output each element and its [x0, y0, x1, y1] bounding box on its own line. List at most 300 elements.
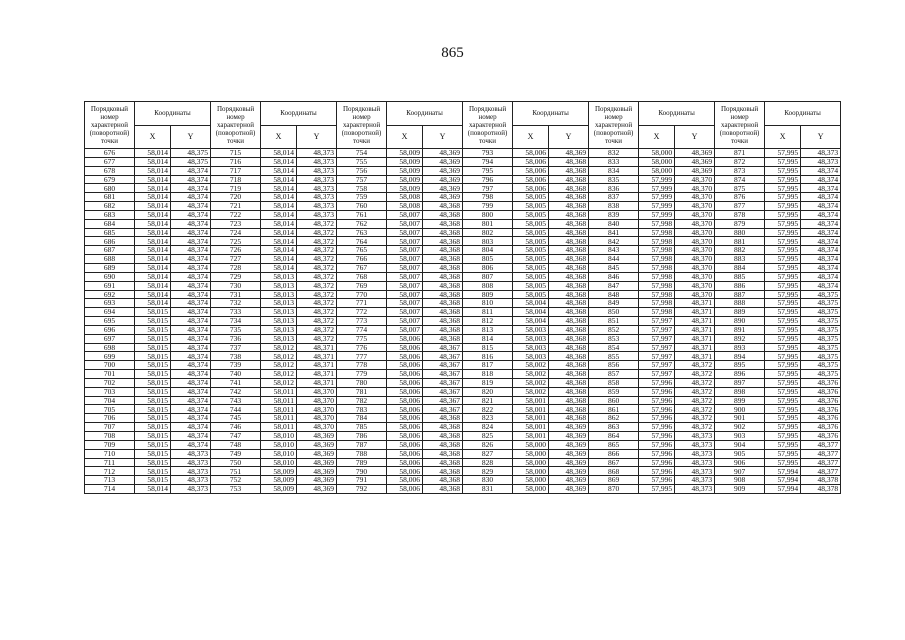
- x-coordinate-cell: 58,015: [135, 352, 171, 361]
- point-number-cell: 746: [211, 423, 261, 432]
- point-number-cell: 878: [715, 210, 765, 219]
- point-number-header: Порядковый номер характерной (поворотной) точки: [589, 102, 639, 149]
- x-axis-header: X: [639, 125, 675, 149]
- point-number-cell: 901: [715, 414, 765, 423]
- y-coordinate-cell: 48,371: [297, 352, 337, 361]
- y-coordinate-cell: 48,369: [549, 485, 589, 494]
- y-coordinate-cell: 48,375: [801, 325, 841, 334]
- x-coordinate-cell: 57,996: [639, 449, 675, 458]
- point-number-cell: 737: [211, 343, 261, 352]
- x-coordinate-cell: 58,006: [387, 370, 423, 379]
- point-number-cell: 688: [85, 255, 135, 264]
- point-number-cell: 692: [85, 290, 135, 299]
- point-number-cell: 840: [589, 219, 639, 228]
- table-row: [85, 352, 841, 361]
- y-coordinate-cell: 48,368: [423, 308, 463, 317]
- x-coordinate-cell: 57,997: [639, 334, 675, 343]
- coordinates-table: [84, 101, 841, 494]
- point-number-cell: 812: [463, 317, 513, 326]
- y-coordinate-cell: 48,369: [423, 175, 463, 184]
- point-number-cell: 792: [337, 485, 387, 494]
- table-row: [85, 308, 841, 317]
- table-row: [85, 210, 841, 219]
- y-coordinate-cell: 48,372: [297, 263, 337, 272]
- x-coordinate-cell: 58,007: [387, 299, 423, 308]
- point-number-cell: 888: [715, 299, 765, 308]
- point-number-cell: 714: [85, 485, 135, 494]
- point-number-cell: 882: [715, 246, 765, 255]
- x-coordinate-cell: 58,015: [135, 414, 171, 423]
- x-coordinate-cell: 58,014: [261, 255, 297, 264]
- point-number-cell: 820: [463, 387, 513, 396]
- y-coordinate-cell: 48,371: [675, 334, 715, 343]
- x-coordinate-cell: 57,995: [765, 290, 801, 299]
- point-number-cell: 731: [211, 290, 261, 299]
- x-coordinate-cell: 58,007: [387, 317, 423, 326]
- y-coordinate-cell: 48,376: [801, 414, 841, 423]
- y-coordinate-cell: 48,370: [675, 237, 715, 246]
- y-coordinate-cell: 48,368: [549, 193, 589, 202]
- point-number-cell: 869: [589, 476, 639, 485]
- x-coordinate-cell: 58,012: [261, 378, 297, 387]
- x-coordinate-cell: 58,001: [513, 423, 549, 432]
- x-coordinate-cell: 58,014: [135, 175, 171, 184]
- x-coordinate-cell: 58,014: [135, 290, 171, 299]
- x-axis-header: X: [765, 125, 801, 149]
- point-number-cell: 853: [589, 334, 639, 343]
- point-number-cell: 863: [589, 423, 639, 432]
- point-number-cell: 906: [715, 458, 765, 467]
- point-number-cell: 810: [463, 299, 513, 308]
- point-number-cell: 822: [463, 405, 513, 414]
- y-coordinate-cell: 48,373: [675, 432, 715, 441]
- y-coordinate-cell: 48,372: [297, 228, 337, 237]
- y-coordinate-cell: 48,368: [549, 396, 589, 405]
- x-coordinate-cell: 58,014: [135, 485, 171, 494]
- y-coordinate-cell: 48,369: [675, 149, 715, 158]
- table-row: [85, 263, 841, 272]
- x-coordinate-cell: 58,014: [261, 228, 297, 237]
- y-coordinate-cell: 48,372: [297, 299, 337, 308]
- x-coordinate-cell: 58,013: [261, 308, 297, 317]
- x-coordinate-cell: 58,000: [513, 458, 549, 467]
- x-coordinate-cell: 58,014: [135, 246, 171, 255]
- point-number-cell: 889: [715, 308, 765, 317]
- y-coordinate-cell: 48,368: [423, 246, 463, 255]
- x-coordinate-cell: 57,998: [639, 308, 675, 317]
- y-coordinate-cell: 48,370: [297, 423, 337, 432]
- y-coordinate-cell: 48,368: [549, 352, 589, 361]
- y-coordinate-cell: 48,368: [423, 210, 463, 219]
- x-coordinate-cell: 58,009: [387, 157, 423, 166]
- point-number-cell: 743: [211, 396, 261, 405]
- point-number-cell: 735: [211, 325, 261, 334]
- y-coordinate-cell: 48,374: [171, 166, 211, 175]
- x-coordinate-cell: 58,007: [387, 246, 423, 255]
- point-number-cell: 809: [463, 290, 513, 299]
- x-coordinate-cell: 57,996: [639, 405, 675, 414]
- x-coordinate-cell: 58,001: [513, 432, 549, 441]
- y-coordinate-cell: 48,374: [171, 210, 211, 219]
- y-coordinate-cell: 48,368: [549, 343, 589, 352]
- point-number-cell: 686: [85, 237, 135, 246]
- y-coordinate-cell: 48,368: [549, 299, 589, 308]
- y-coordinate-cell: 48,368: [423, 325, 463, 334]
- y-coordinate-cell: 48,369: [549, 458, 589, 467]
- x-coordinate-cell: 58,000: [639, 166, 675, 175]
- table-row: [85, 485, 841, 494]
- y-coordinate-cell: 48,368: [423, 228, 463, 237]
- y-coordinate-cell: 48,369: [549, 449, 589, 458]
- point-number-cell: 793: [463, 149, 513, 158]
- y-coordinate-cell: 48,367: [423, 396, 463, 405]
- x-coordinate-cell: 58,001: [513, 405, 549, 414]
- point-number-cell: 825: [463, 432, 513, 441]
- x-coordinate-cell: 57,995: [765, 370, 801, 379]
- y-coordinate-cell: 48,374: [171, 255, 211, 264]
- y-coordinate-cell: 48,368: [423, 317, 463, 326]
- y-coordinate-cell: 48,368: [549, 237, 589, 246]
- point-number-cell: 829: [463, 467, 513, 476]
- y-coordinate-cell: 48,374: [171, 343, 211, 352]
- x-coordinate-cell: 57,999: [639, 184, 675, 193]
- y-coordinate-cell: 48,374: [171, 219, 211, 228]
- y-coordinate-cell: 48,370: [675, 202, 715, 211]
- table-row: [85, 237, 841, 246]
- x-coordinate-cell: 58,006: [387, 485, 423, 494]
- y-coordinate-cell: 48,377: [801, 449, 841, 458]
- y-coordinate-cell: 48,367: [423, 405, 463, 414]
- point-number-cell: 884: [715, 263, 765, 272]
- point-number-cell: 695: [85, 317, 135, 326]
- x-coordinate-cell: 57,995: [765, 343, 801, 352]
- point-number-cell: 739: [211, 361, 261, 370]
- y-coordinate-cell: 48,371: [675, 299, 715, 308]
- x-coordinate-cell: 58,015: [135, 361, 171, 370]
- point-number-cell: 852: [589, 325, 639, 334]
- x-coordinate-cell: 57,998: [639, 255, 675, 264]
- point-number-cell: 871: [715, 149, 765, 158]
- x-coordinate-cell: 58,000: [639, 157, 675, 166]
- y-coordinate-cell: 48,370: [675, 184, 715, 193]
- point-number-cell: 763: [337, 228, 387, 237]
- point-number-cell: 844: [589, 255, 639, 264]
- y-coordinate-cell: 48,374: [171, 361, 211, 370]
- point-number-cell: 856: [589, 361, 639, 370]
- y-coordinate-cell: 48,368: [549, 325, 589, 334]
- x-coordinate-cell: 57,995: [765, 449, 801, 458]
- point-number-cell: 759: [337, 193, 387, 202]
- y-coordinate-cell: 48,369: [549, 476, 589, 485]
- x-coordinate-cell: 58,010: [261, 458, 297, 467]
- x-coordinate-cell: 58,006: [513, 157, 549, 166]
- x-coordinate-cell: 57,996: [639, 476, 675, 485]
- point-number-header: Порядковый номер характерной (поворотной) точки: [463, 102, 513, 149]
- y-coordinate-cell: 48,369: [297, 432, 337, 441]
- x-coordinate-cell: 58,008: [387, 202, 423, 211]
- x-coordinate-cell: 58,006: [387, 387, 423, 396]
- y-coordinate-cell: 48,368: [549, 175, 589, 184]
- point-number-cell: 690: [85, 272, 135, 281]
- table-row: [85, 281, 841, 290]
- x-coordinate-cell: 58,010: [261, 432, 297, 441]
- point-number-cell: 720: [211, 193, 261, 202]
- point-number-cell: 741: [211, 378, 261, 387]
- y-coordinate-cell: 48,368: [549, 405, 589, 414]
- point-number-cell: 689: [85, 263, 135, 272]
- y-coordinate-cell: 48,368: [423, 423, 463, 432]
- y-coordinate-cell: 48,374: [171, 272, 211, 281]
- point-number-cell: 730: [211, 281, 261, 290]
- table-body: [85, 149, 841, 494]
- y-coordinate-cell: 48,374: [171, 396, 211, 405]
- y-coordinate-cell: 48,368: [549, 202, 589, 211]
- x-coordinate-cell: 58,015: [135, 378, 171, 387]
- y-coordinate-cell: 48,372: [675, 396, 715, 405]
- y-coordinate-cell: 48,372: [297, 246, 337, 255]
- x-coordinate-cell: 57,998: [639, 281, 675, 290]
- point-number-cell: 740: [211, 370, 261, 379]
- y-coordinate-cell: 48,372: [297, 290, 337, 299]
- point-number-cell: 679: [85, 175, 135, 184]
- y-coordinate-cell: 48,375: [801, 343, 841, 352]
- point-number-cell: 824: [463, 423, 513, 432]
- point-number-cell: 795: [463, 166, 513, 175]
- table-row: [85, 317, 841, 326]
- point-number-cell: 902: [715, 423, 765, 432]
- point-number-cell: 800: [463, 210, 513, 219]
- point-number-cell: 885: [715, 272, 765, 281]
- point-number-cell: 721: [211, 202, 261, 211]
- point-number-cell: 685: [85, 228, 135, 237]
- x-coordinate-cell: 58,006: [387, 361, 423, 370]
- point-number-cell: 712: [85, 467, 135, 476]
- x-coordinate-cell: 58,009: [261, 485, 297, 494]
- page-number: 865: [441, 45, 464, 61]
- y-coordinate-cell: 48,369: [675, 157, 715, 166]
- x-coordinate-cell: 58,015: [135, 440, 171, 449]
- y-coordinate-cell: 48,368: [423, 237, 463, 246]
- y-coordinate-cell: 48,368: [423, 458, 463, 467]
- y-coordinate-cell: 48,370: [675, 210, 715, 219]
- y-coordinate-cell: 48,374: [801, 272, 841, 281]
- point-number-cell: 729: [211, 272, 261, 281]
- point-number-cell: 808: [463, 281, 513, 290]
- y-coordinate-cell: 48,369: [549, 423, 589, 432]
- x-coordinate-cell: 57,996: [639, 387, 675, 396]
- x-coordinate-cell: 58,006: [387, 449, 423, 458]
- x-coordinate-cell: 57,995: [765, 378, 801, 387]
- point-number-cell: 834: [589, 166, 639, 175]
- x-coordinate-cell: 58,001: [513, 396, 549, 405]
- x-coordinate-cell: 57,995: [765, 157, 801, 166]
- y-coordinate-cell: 48,371: [297, 378, 337, 387]
- x-coordinate-cell: 58,005: [513, 290, 549, 299]
- x-coordinate-cell: 58,014: [135, 281, 171, 290]
- y-coordinate-cell: 48,371: [297, 370, 337, 379]
- y-coordinate-cell: 48,373: [801, 149, 841, 158]
- y-coordinate-cell: 48,373: [297, 184, 337, 193]
- table-row: [85, 449, 841, 458]
- point-number-cell: 787: [337, 440, 387, 449]
- x-coordinate-cell: 58,009: [261, 476, 297, 485]
- point-number-cell: 776: [337, 343, 387, 352]
- table-row: [85, 299, 841, 308]
- point-number-cell: 748: [211, 440, 261, 449]
- x-coordinate-cell: 58,000: [513, 485, 549, 494]
- y-coordinate-cell: 48,374: [171, 184, 211, 193]
- coordinates-header: Координаты: [261, 102, 337, 126]
- point-number-cell: 908: [715, 476, 765, 485]
- y-coordinate-cell: 48,372: [297, 317, 337, 326]
- table-row: [85, 202, 841, 211]
- point-number-cell: 762: [337, 219, 387, 228]
- x-coordinate-cell: 58,014: [135, 210, 171, 219]
- y-coordinate-cell: 48,374: [801, 193, 841, 202]
- y-coordinate-cell: 48,368: [423, 432, 463, 441]
- x-coordinate-cell: 58,002: [513, 378, 549, 387]
- y-coordinate-cell: 48,369: [423, 157, 463, 166]
- point-number-cell: 752: [211, 476, 261, 485]
- y-coordinate-cell: 48,368: [549, 361, 589, 370]
- y-coordinate-cell: 48,368: [549, 157, 589, 166]
- x-coordinate-cell: 58,005: [513, 237, 549, 246]
- point-number-cell: 734: [211, 317, 261, 326]
- x-coordinate-cell: 58,006: [387, 423, 423, 432]
- y-coordinate-cell: 48,370: [675, 272, 715, 281]
- x-coordinate-cell: 57,997: [639, 370, 675, 379]
- x-coordinate-cell: 58,006: [387, 458, 423, 467]
- y-coordinate-cell: 48,372: [675, 378, 715, 387]
- point-number-cell: 699: [85, 352, 135, 361]
- x-coordinate-cell: 58,001: [513, 414, 549, 423]
- x-coordinate-cell: 58,014: [135, 237, 171, 246]
- x-coordinate-cell: 58,014: [135, 193, 171, 202]
- x-coordinate-cell: 58,006: [387, 405, 423, 414]
- point-number-cell: 897: [715, 378, 765, 387]
- point-number-cell: 704: [85, 396, 135, 405]
- point-number-cell: 894: [715, 352, 765, 361]
- y-coordinate-cell: 48,372: [297, 308, 337, 317]
- x-coordinate-cell: 58,011: [261, 387, 297, 396]
- y-coordinate-cell: 48,375: [801, 317, 841, 326]
- point-number-cell: 868: [589, 467, 639, 476]
- point-number-cell: 870: [589, 485, 639, 494]
- point-number-cell: 708: [85, 432, 135, 441]
- y-axis-header: Y: [297, 125, 337, 149]
- x-coordinate-cell: 58,013: [261, 299, 297, 308]
- y-coordinate-cell: 48,374: [171, 290, 211, 299]
- x-coordinate-cell: 58,009: [261, 467, 297, 476]
- point-number-cell: 827: [463, 449, 513, 458]
- x-coordinate-cell: 58,004: [513, 317, 549, 326]
- y-coordinate-cell: 48,368: [549, 414, 589, 423]
- point-number-cell: 771: [337, 299, 387, 308]
- point-number-cell: 774: [337, 325, 387, 334]
- x-coordinate-cell: 58,011: [261, 405, 297, 414]
- table-row: [85, 423, 841, 432]
- point-number-cell: 724: [211, 228, 261, 237]
- x-coordinate-cell: 57,995: [765, 361, 801, 370]
- y-coordinate-cell: 48,371: [675, 317, 715, 326]
- y-axis-header: Y: [171, 125, 211, 149]
- x-coordinate-cell: 58,004: [513, 299, 549, 308]
- y-coordinate-cell: 48,368: [549, 263, 589, 272]
- point-number-cell: 846: [589, 272, 639, 281]
- y-coordinate-cell: 48,374: [171, 432, 211, 441]
- point-number-cell: 801: [463, 219, 513, 228]
- point-number-cell: 842: [589, 237, 639, 246]
- y-coordinate-cell: 48,370: [675, 290, 715, 299]
- y-coordinate-cell: 48,377: [801, 440, 841, 449]
- point-number-cell: 892: [715, 334, 765, 343]
- x-coordinate-cell: 58,014: [261, 237, 297, 246]
- x-coordinate-cell: 57,995: [765, 396, 801, 405]
- y-coordinate-cell: 48,373: [171, 449, 211, 458]
- table-row: [85, 467, 841, 476]
- y-coordinate-cell: 48,367: [423, 370, 463, 379]
- point-number-cell: 677: [85, 157, 135, 166]
- y-coordinate-cell: 48,370: [297, 396, 337, 405]
- x-coordinate-cell: 58,015: [135, 387, 171, 396]
- x-coordinate-cell: 58,014: [261, 263, 297, 272]
- point-number-cell: 864: [589, 432, 639, 441]
- point-number-cell: 790: [337, 467, 387, 476]
- y-coordinate-cell: 48,367: [423, 361, 463, 370]
- point-number-cell: 768: [337, 272, 387, 281]
- y-coordinate-cell: 48,368: [549, 387, 589, 396]
- x-coordinate-cell: 58,000: [513, 449, 549, 458]
- point-number-cell: 772: [337, 308, 387, 317]
- y-coordinate-cell: 48,370: [675, 246, 715, 255]
- table-row: [85, 414, 841, 423]
- point-number-cell: 849: [589, 299, 639, 308]
- y-coordinate-cell: 48,369: [297, 485, 337, 494]
- x-coordinate-cell: 58,015: [135, 423, 171, 432]
- x-coordinate-cell: 57,995: [765, 334, 801, 343]
- x-coordinate-cell: 58,005: [513, 219, 549, 228]
- y-coordinate-cell: 48,372: [297, 255, 337, 264]
- x-coordinate-cell: 58,014: [135, 149, 171, 158]
- point-number-cell: 875: [715, 184, 765, 193]
- y-coordinate-cell: 48,368: [549, 370, 589, 379]
- y-axis-header: Y: [801, 125, 841, 149]
- x-coordinate-cell: 58,008: [387, 193, 423, 202]
- point-number-cell: 791: [337, 476, 387, 485]
- point-number-cell: 742: [211, 387, 261, 396]
- point-number-cell: 747: [211, 432, 261, 441]
- table-row: [85, 440, 841, 449]
- point-number-cell: 764: [337, 237, 387, 246]
- y-coordinate-cell: 48,369: [297, 467, 337, 476]
- point-number-cell: 811: [463, 308, 513, 317]
- x-coordinate-cell: 57,998: [639, 263, 675, 272]
- x-coordinate-cell: 58,015: [135, 396, 171, 405]
- point-number-cell: 833: [589, 157, 639, 166]
- y-coordinate-cell: 48,374: [171, 246, 211, 255]
- y-coordinate-cell: 48,368: [549, 210, 589, 219]
- y-coordinate-cell: 48,372: [297, 325, 337, 334]
- x-coordinate-cell: 58,003: [513, 334, 549, 343]
- x-coordinate-cell: 58,014: [135, 263, 171, 272]
- x-coordinate-cell: 57,995: [765, 228, 801, 237]
- y-coordinate-cell: 48,371: [675, 352, 715, 361]
- point-number-cell: 831: [463, 485, 513, 494]
- point-number-cell: 681: [85, 193, 135, 202]
- point-number-cell: 815: [463, 343, 513, 352]
- x-coordinate-cell: 58,014: [261, 175, 297, 184]
- point-number-cell: 804: [463, 246, 513, 255]
